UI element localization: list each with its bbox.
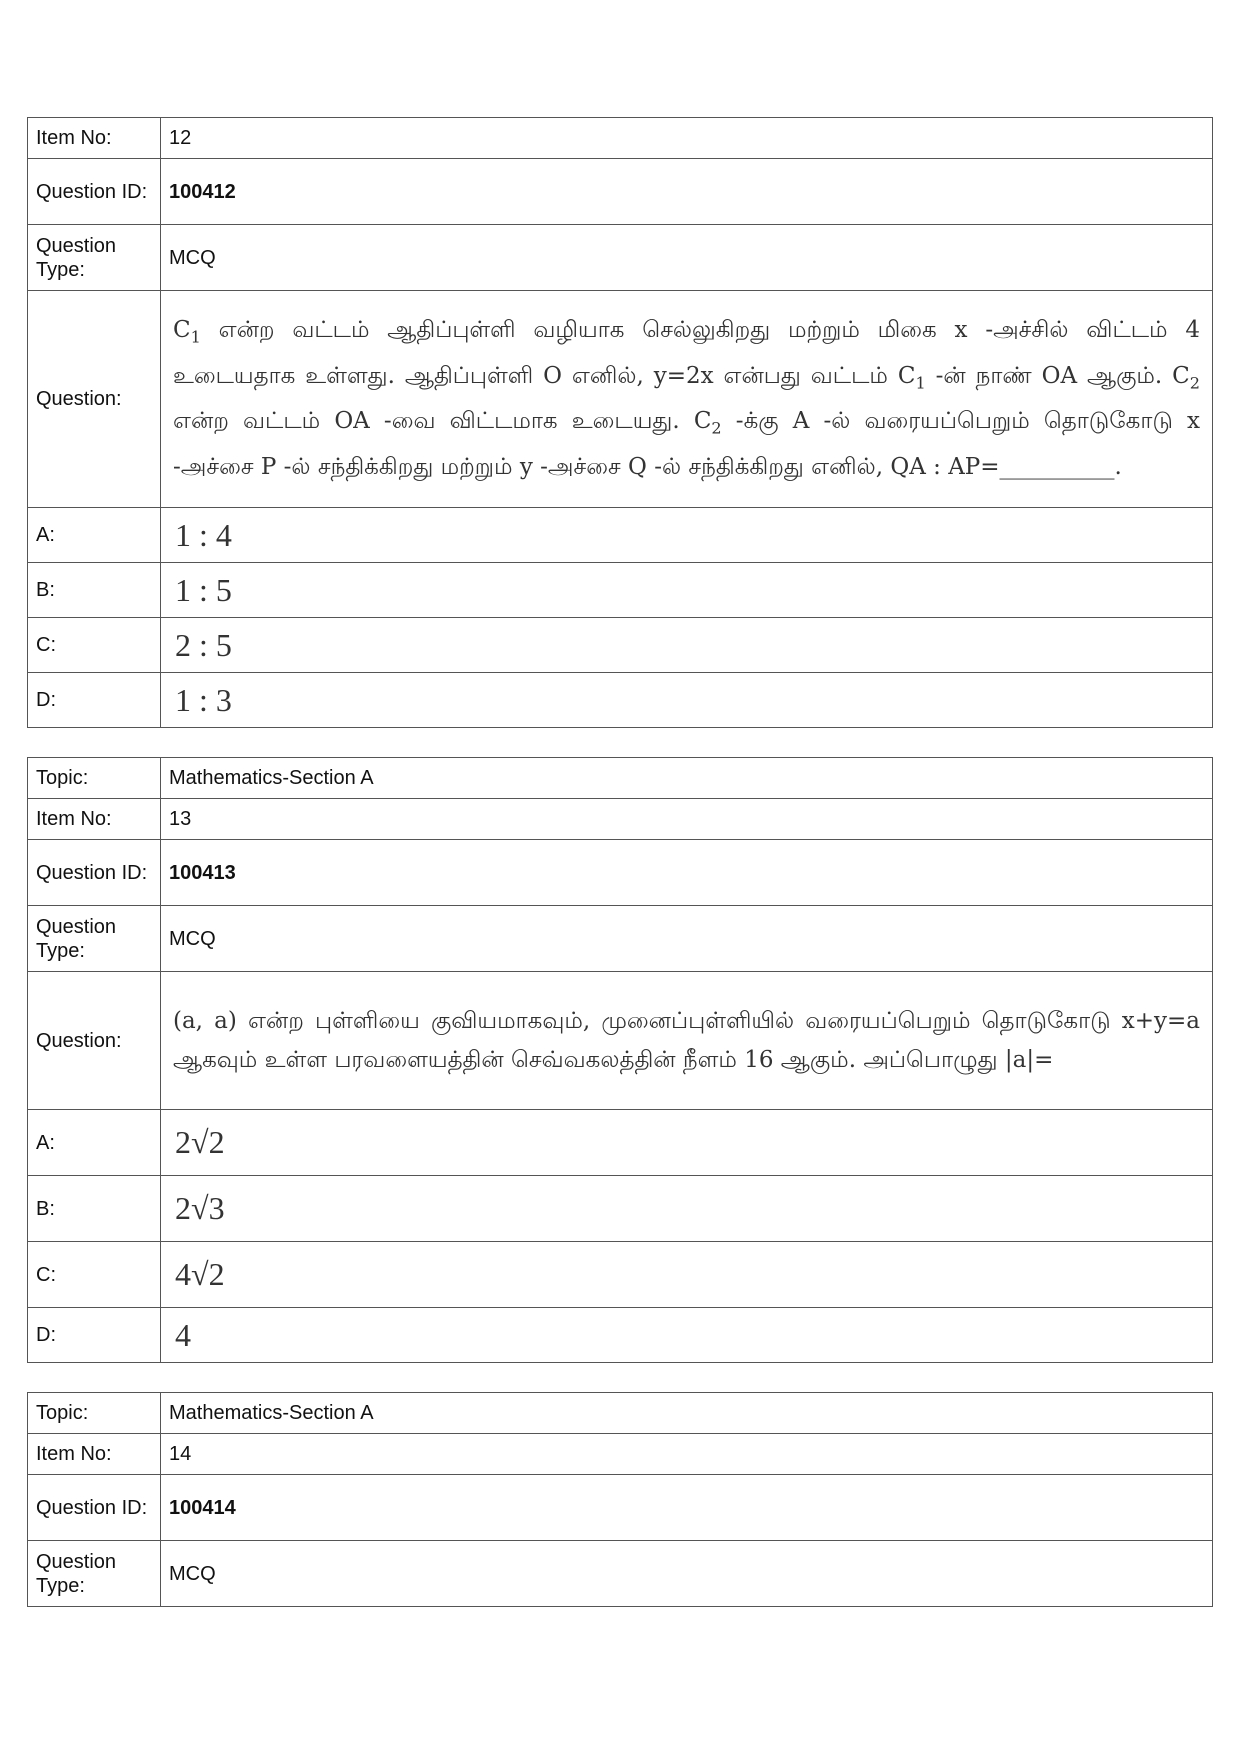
option-b-value: 2√3 bbox=[161, 1176, 1213, 1242]
question-id-label: Question ID: bbox=[28, 840, 161, 906]
option-b-value: 1 : 5 bbox=[161, 563, 1213, 618]
q-part: -க்கு A -ல் வரையப்பெறும் தொடுகோடு x -அச்சை P -ல் சந்திக்கிறது மற்றும் y -அச்சை Q -ல் சந்திக்கிறது எனில், QA : AP=__________. bbox=[173, 408, 1200, 480]
question-id-label: Question ID: bbox=[28, 1475, 161, 1541]
topic-label: Topic: bbox=[28, 1393, 161, 1434]
question-type-value: MCQ bbox=[161, 906, 1213, 972]
question-type-value: MCQ bbox=[161, 1541, 1213, 1607]
option-d-value: 1 : 3 bbox=[161, 673, 1213, 728]
option-d-label: D: bbox=[28, 1308, 161, 1363]
q-part: என்ற வட்டம் ஆதிப்புள்ளி வழியாக செல்லுகிறது மற்றும் மிகை x -அச்சில் விட்டம் 4 உடையதாக உள்ளது. ஆதிப்புள்ளி O எனில், y=2x என்பது வட்டம் C bbox=[173, 317, 1200, 389]
option-c-label: C: bbox=[28, 1242, 161, 1308]
option-a-value: 2√2 bbox=[161, 1110, 1213, 1176]
topic-value: Mathematics-Section A bbox=[161, 758, 1213, 799]
question-type-label: Question Type: bbox=[28, 906, 161, 972]
topic-value: Mathematics-Section A bbox=[161, 1393, 1213, 1434]
item-no-label: Item No: bbox=[28, 799, 161, 840]
question-text: (a, a) என்ற புள்ளியை குவியமாகவும், முனைப்புள்ளியில் வரையப்பெறும் தொடுகோடு x+y=a ஆகவும் உள்ள பரவளையத்தின் செவ்வகலத்தின் நீளம் 16 ஆகும். அப்பொழுது |a|= bbox=[161, 972, 1213, 1110]
question-id-value: 100413 bbox=[161, 840, 1213, 906]
item-no-value: 12 bbox=[161, 118, 1213, 159]
question-id-value: 100412 bbox=[161, 159, 1213, 225]
question-type-label: Question Type: bbox=[28, 1541, 161, 1607]
item-no-label: Item No: bbox=[28, 118, 161, 159]
option-a-label: A: bbox=[28, 508, 161, 563]
topic-label: Topic: bbox=[28, 758, 161, 799]
question-label: Question: bbox=[28, 291, 161, 508]
question-label: Question: bbox=[28, 972, 161, 1110]
question-table-13 bbox=[27, 757, 1213, 1363]
question-id-label: Question ID: bbox=[28, 159, 161, 225]
item-no-label: Item No: bbox=[28, 1434, 161, 1475]
question-text bbox=[161, 291, 1213, 508]
option-c-label: C: bbox=[28, 618, 161, 673]
item-no-value: 14 bbox=[161, 1434, 1213, 1475]
question-table-12 bbox=[27, 117, 1213, 728]
q-part: -ன் நாண் OA ஆகும். C bbox=[925, 362, 1190, 389]
q-part: என்ற வட்டம் OA -வை விட்டமாக உடையது. C bbox=[173, 408, 712, 435]
question-type-value: MCQ bbox=[161, 225, 1213, 291]
option-b-label: B: bbox=[28, 563, 161, 618]
q-subscript: 1 bbox=[915, 373, 926, 393]
option-c-value: 4√2 bbox=[161, 1242, 1213, 1308]
q-subscript: 1 bbox=[190, 327, 201, 347]
question-id-value: 100414 bbox=[161, 1475, 1213, 1541]
q-part: C bbox=[173, 317, 191, 344]
item-no-value: 13 bbox=[161, 799, 1213, 840]
option-a-label: A: bbox=[28, 1110, 161, 1176]
question-type-label: Question Type: bbox=[28, 225, 161, 291]
option-d-value: 4 bbox=[161, 1308, 1213, 1363]
option-b-label: B: bbox=[28, 1176, 161, 1242]
q-subscript: 2 bbox=[1189, 373, 1200, 393]
option-a-value: 1 : 4 bbox=[161, 508, 1213, 563]
option-d-label: D: bbox=[28, 673, 161, 728]
question-table-14 bbox=[27, 1392, 1213, 1607]
q-subscript: 2 bbox=[711, 418, 722, 438]
option-c-value: 2 : 5 bbox=[161, 618, 1213, 673]
